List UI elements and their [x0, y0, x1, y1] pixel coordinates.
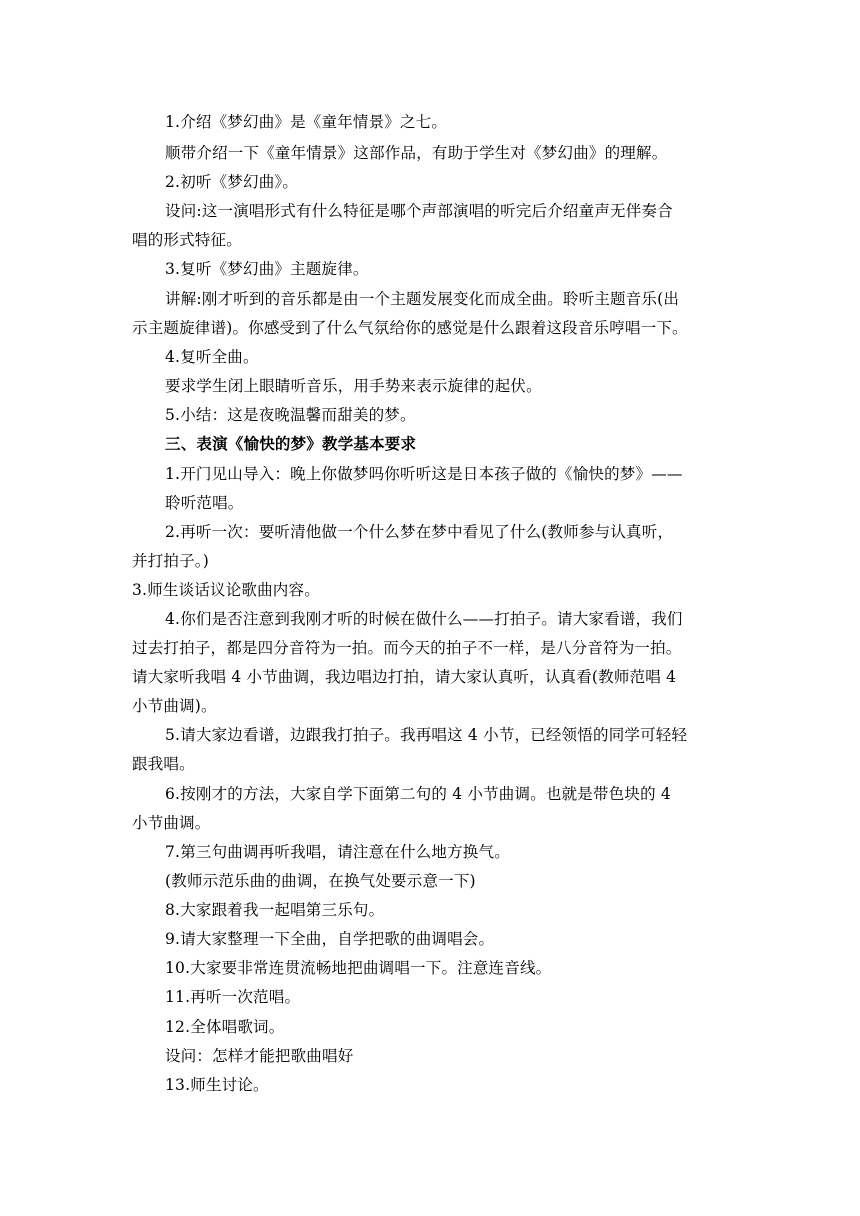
text-line: 5.请大家边看谱，边跟我打拍子。我再唱这 4 小节，已经领悟的同学可轻轻	[165, 726, 688, 744]
text-line: 顺带介绍一下《童年情景》这部作品，有助于学生对《梦幻曲》的理解。	[165, 144, 668, 162]
text-line: 4.你们是否注意到我刚才听的时候在做什么——打拍子。请大家看谱，我们	[165, 610, 683, 628]
text-line: 小节曲调。	[132, 814, 211, 832]
text-line: 10.大家要非常连贯流畅地把曲调唱一下。注意连音线。	[165, 959, 552, 977]
text-line: 示主题旋律谱)。你感受到了什么气氛给你的感觉是什么跟着这段音乐哼唱一下。	[132, 319, 688, 337]
text-line: 1.开门见山导入：晚上你做梦吗你听听这是日本孩子做的《愉快的梦》——	[165, 465, 683, 483]
text-line: (教师示范乐曲的曲调，在换气处要示意一下)	[165, 872, 476, 890]
text-line: 1.介绍《梦幻曲》是《童年情景》之七。	[165, 113, 448, 131]
text-line: 3.师生谈话议论歌曲内容。	[132, 581, 320, 599]
text-line: 4.复听全曲。	[165, 348, 259, 366]
text-line: 2.初听《梦幻曲》。	[165, 173, 299, 191]
text-line: 8.大家跟着我一起唱第三乐句。	[165, 901, 385, 919]
text-line: 跟我唱。	[132, 755, 195, 773]
text-line: 讲解:刚才听到的音乐都是由一个主题发展变化而成全曲。聆听主题音乐(出	[165, 290, 680, 308]
text-line: 3.复听《梦幻曲》主题旋律。	[165, 260, 369, 278]
text-line: 9.请大家整理一下全曲，自学把歌的曲调唱会。	[165, 930, 495, 948]
text-line: 设问：怎样才能把歌曲唱好	[165, 1047, 354, 1065]
text-line: 并打拍子。)	[132, 552, 209, 570]
text-line: 5.小结：这是夜晚温馨而甜美的梦。	[165, 406, 416, 424]
text-line: 7.第三句曲调再听我唱，请注意在什么地方换气。	[165, 843, 510, 861]
text-line: 聆听范唱。	[165, 494, 244, 512]
text-line: 小节曲调)。	[132, 697, 217, 715]
text-line: 设问:这一演唱形式有什么特征是哪个声部演唱的听完后介绍童声无伴奏合	[165, 202, 673, 220]
text-line: 要求学生闭上眼睛听音乐，用手势来表示旋律的起伏。	[165, 377, 542, 395]
text-line: 请大家听我唱 4 小节曲调，我边唱边打拍，请大家认真听，认真看(教师范唱 4	[132, 668, 677, 686]
text-line: 11.再听一次范唱。	[165, 988, 301, 1006]
text-line: 唱的形式特征。	[132, 231, 242, 249]
text-line: 6.按刚才的方法，大家自学下面第二句的 4 小节曲调。也就是带色块的 4	[165, 785, 671, 803]
text-line: 2.再听一次：要听清他做一个什么梦在梦中看见了什么(教师参与认真听，	[165, 523, 674, 541]
text-line: 12.全体唱歌词。	[165, 1018, 285, 1036]
text-line: 13.师生讨论。	[165, 1076, 269, 1094]
text-line: 过去打拍子，都是四分音符为一拍。而今天的拍子不一样，是八分音符为一拍。	[132, 639, 682, 657]
section-heading: 三、表演《愉快的梦》教学基本要求	[165, 434, 417, 453]
